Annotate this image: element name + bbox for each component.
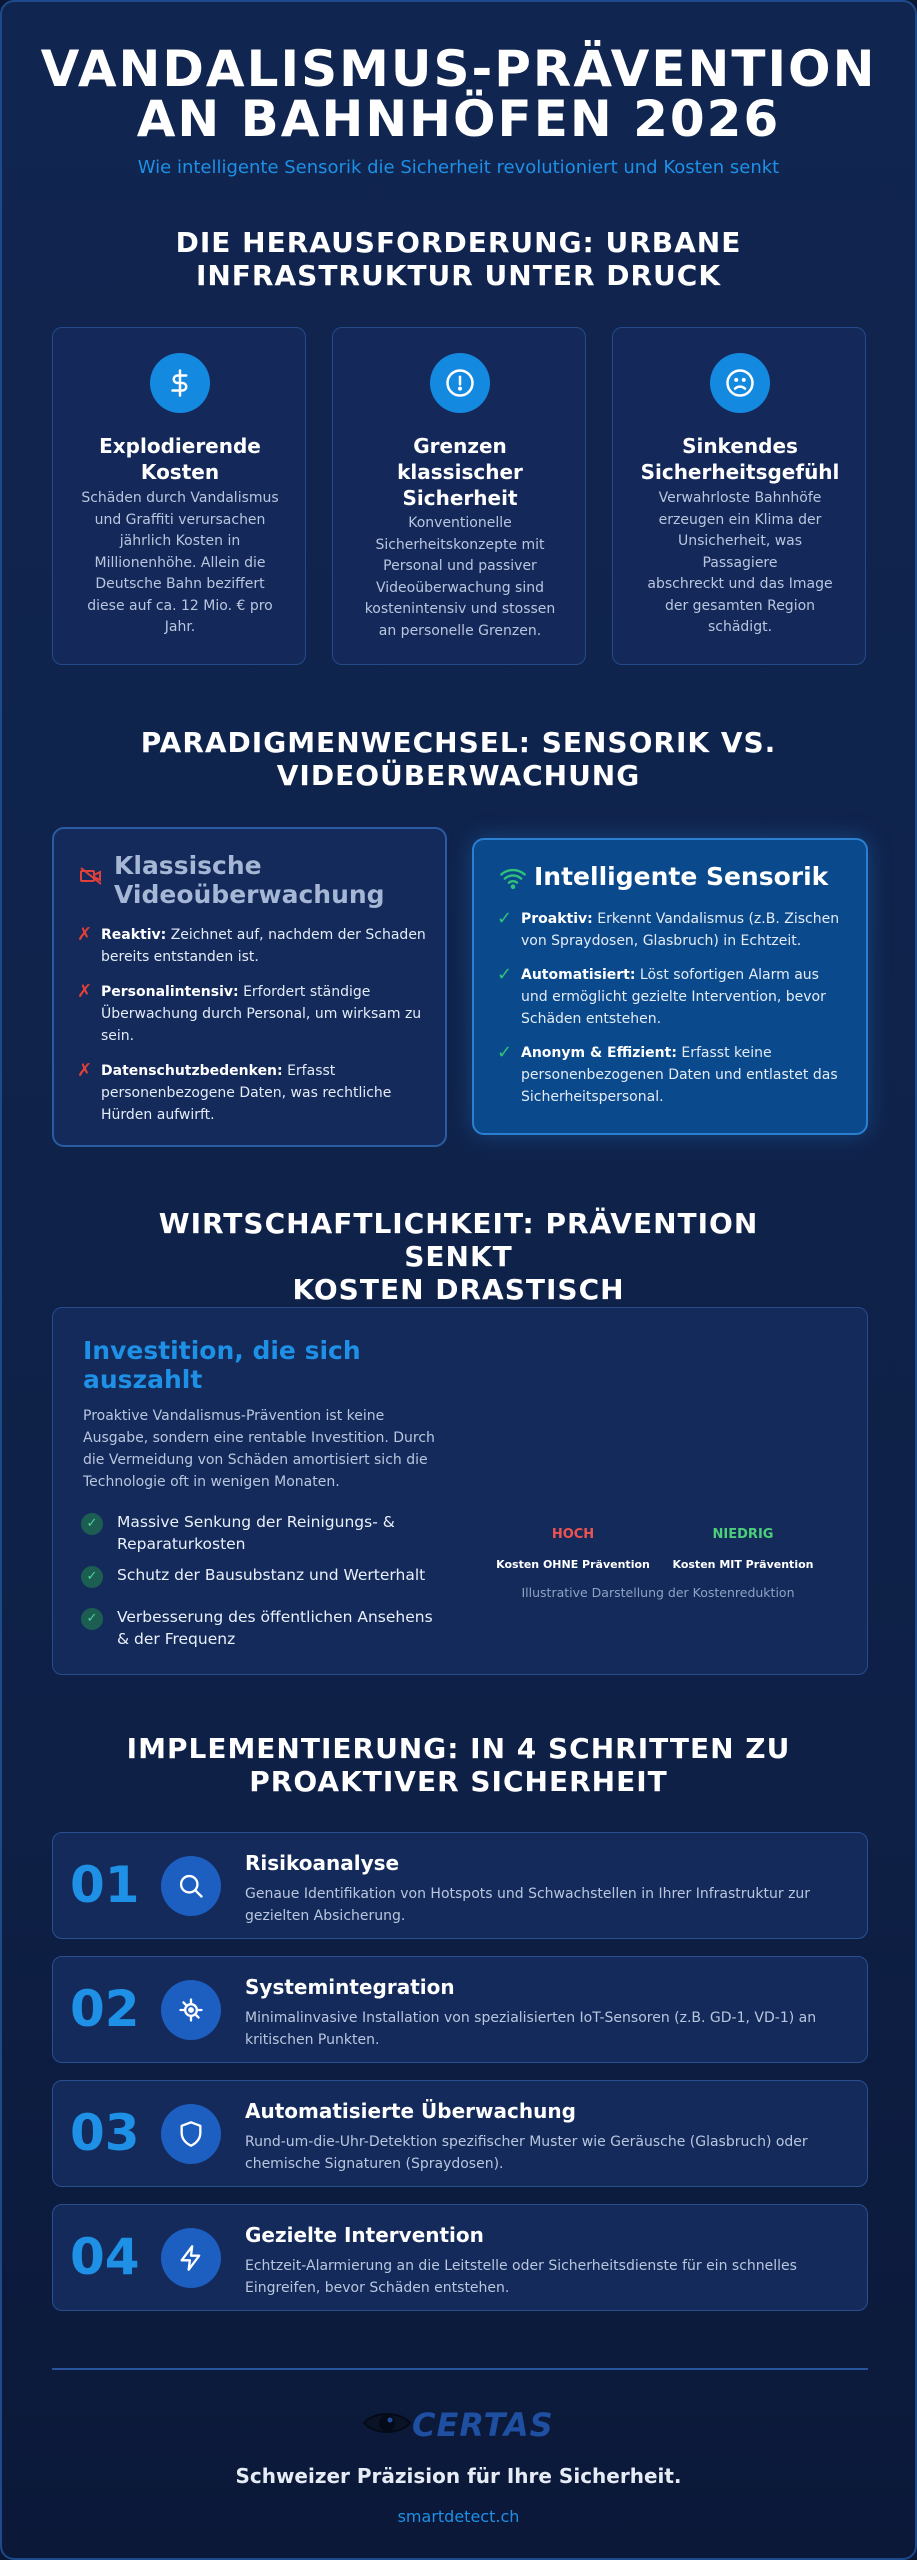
section-title-challenge: DIE HERAUSFORDERUNG: URBANE INFRASTRUKTUR UNTER DRUCK [175, 226, 742, 292]
cross-icon: ✗ [77, 981, 93, 1002]
classic-item: ✗ Datenschutzbedenken: Erfasst personenbezogene Daten, was rechtliche Hürden aufwirft. [77, 1060, 392, 1123]
shield-icon [161, 2104, 221, 2164]
section-title-implementation: IMPLEMENTIERUNG: IN 4 SCHRITTEN ZU PROAKTIVER SICHERHEIT [126, 1732, 791, 1798]
classic-item: ✗ Reaktiv: Zeichnet auf, nachdem der Schaden bereits entstanden ist. [77, 924, 426, 965]
check-circle-icon: ✓ [81, 1513, 103, 1535]
search-icon [161, 1856, 221, 1916]
card-title: Grenzen klassischer Sicherheit [397, 434, 523, 510]
challenge-card-costs [52, 327, 306, 665]
smart-title: Intelligente Sensorik [534, 862, 829, 891]
classic-item: ✗ Personalintensiv: Erfordert ständige Überwachung durch Personal, um wirksam zu sein. [77, 981, 422, 1044]
camera-off-icon [79, 867, 103, 889]
cross-icon: ✗ [77, 924, 93, 945]
step-number: 03 [70, 2104, 140, 2162]
footer-tagline: Schweizer Präzision für Ihre Sicherheit. [235, 2464, 682, 2488]
section-title-economics: WIRTSCHAFTLICHKEIT: PRÄVENTION SENKT KOSTEN DRASTISCH [158, 1207, 759, 1306]
smart-sensor-box [472, 838, 868, 1135]
card-text: Schäden durch Vandalismus und Graffiti verursachen jährlich Kosten in Millionenhöhe. Allein die Deutsche Bahn beziffert diese auf ca. 12 Mio. € pro Jahr. [81, 490, 279, 635]
dollar-icon [150, 353, 210, 413]
bar-caption-high: Kosten OHNE Prävention [496, 1558, 650, 1571]
check-icon: ✓ [497, 908, 513, 929]
footer-url-link[interactable]: smartdetect.ch [397, 2507, 520, 2526]
economics-text: Proaktive Vandalismus-Prävention ist keine Ausgabe, sondern eine rentable Investition. Durch die Vermeidung von Schäden amortisiert sich die Technologie oft in wenigen Monaten. [83, 1408, 435, 1490]
classic-title: Klassische Videoüberwachung [114, 851, 385, 909]
bar-caption-low: Kosten MIT Prävention [672, 1558, 814, 1571]
step-text: Echtzeit-Alarmierung an die Leitstelle oder Sicherheitsdienste für ein schnelles Eingreifen, bevor Schäden entstehen. [245, 2258, 797, 2296]
cross-icon: ✗ [77, 1060, 93, 1081]
economics-box [52, 1307, 868, 1675]
alert-circle-icon [430, 353, 490, 413]
benefit-item: ✓ Schutz der Bausubstanz und Werterhalt [117, 1564, 437, 1586]
challenge-card-safety [612, 327, 866, 665]
check-circle-icon: ✓ [81, 1566, 103, 1588]
step-card-3 [52, 2080, 868, 2187]
cpu-icon [161, 1980, 221, 2040]
section-title-paradigm: PARADIGMENWECHSEL: SENSORIK VS. VIDEOÜBERWACHUNG [140, 726, 777, 792]
subtitle: Wie intelligente Sensorik die Sicherheit revolutioniert und Kosten senkt [137, 157, 780, 178]
bar-label-high: HOCH [551, 1527, 595, 1542]
step-number: 04 [70, 2228, 140, 2286]
step-number: 02 [70, 1980, 140, 2038]
smart-item: ✓ Proaktiv: Erkennt Vandalismus (z.B. Zischen von Spraydosen, Glasbruch) in Echtzeit. [497, 908, 840, 949]
footer-divider [52, 2368, 868, 2370]
step-title: Gezielte Intervention [245, 2223, 484, 2247]
step-title: Systemintegration [245, 1975, 455, 1999]
main-title: VANDALISMUS-PRÄVENTION AN BAHNHÖFEN 2026 [40, 40, 877, 148]
card-text: Konventionelle Sicherheitskonzepte mit Personal und passiver Videoüberwachung sind kostenintensiv und stossen an personelle Grenzen. [364, 515, 556, 639]
step-title: Risikoanalyse [245, 1851, 400, 1875]
chart-note: Illustrative Darstellung der Kostenreduktion [521, 1585, 795, 1600]
bar-label-low: NIEDRIG [712, 1527, 774, 1542]
smart-item: ✓ Automatisiert: Löst sofortigen Alarm aus und ermöglicht gezielte Intervention, bevor Schäden entstehen. [497, 964, 826, 1027]
step-text: Genaue Identifikation von Hotspots und Schwachstellen in Ihrer Infrastruktur zur gezielten Absicherung. [245, 1886, 811, 1924]
classic-video-box [52, 827, 447, 1147]
economics-box-title: Investition, die sich auszahlt [83, 1336, 361, 1394]
certas-logo-text: CERTAS [412, 2406, 554, 2444]
step-number: 01 [70, 1856, 140, 1914]
step-text: Rund-um-die-Uhr-Detektion spezifischer Muster wie Geräusche (Glasbruch) oder chemische Signaturen (Spraydosen). [245, 2134, 808, 2172]
smart-item: ✓ Anonym & Effizient: Erfasst keine personenbezogenen Daten und entlastet das Sicherheitspersonal. [497, 1042, 838, 1105]
lightning-icon [161, 2228, 221, 2288]
eye-logo-icon [362, 2408, 412, 2442]
wifi-icon [499, 864, 527, 896]
step-card-2 [52, 1956, 868, 2063]
card-title: Explodierende Kosten [99, 434, 261, 484]
challenge-card-limits [332, 327, 586, 665]
step-card-4 [52, 2204, 868, 2311]
benefit-item: ✓ Massive Senkung der Reinigungs- & Reparaturkosten [117, 1511, 437, 1555]
check-icon: ✓ [497, 1042, 513, 1063]
check-circle-icon: ✓ [81, 1608, 103, 1630]
sad-face-icon [710, 353, 770, 413]
step-title: Automatisierte Überwachung [245, 2099, 576, 2123]
card-text: Verwahrloste Bahnhöfe erzeugen ein Klima der Unsicherheit, was Passagiere abschreckt und das Image der gesamten Region schädigt. [647, 490, 833, 635]
step-card-1 [52, 1832, 868, 1939]
card-title: Sinkendes Sicherheitsgefühl [640, 434, 840, 484]
step-text: Minimalinvasive Installation von spezialisierten IoT-Sensoren (z.B. GD-1, VD-1) an kritischen Punkten. [245, 2010, 817, 2048]
benefit-item: ✓ Verbesserung des öffentlichen Ansehens & der Frequenz [117, 1606, 437, 1650]
check-icon: ✓ [497, 964, 513, 985]
